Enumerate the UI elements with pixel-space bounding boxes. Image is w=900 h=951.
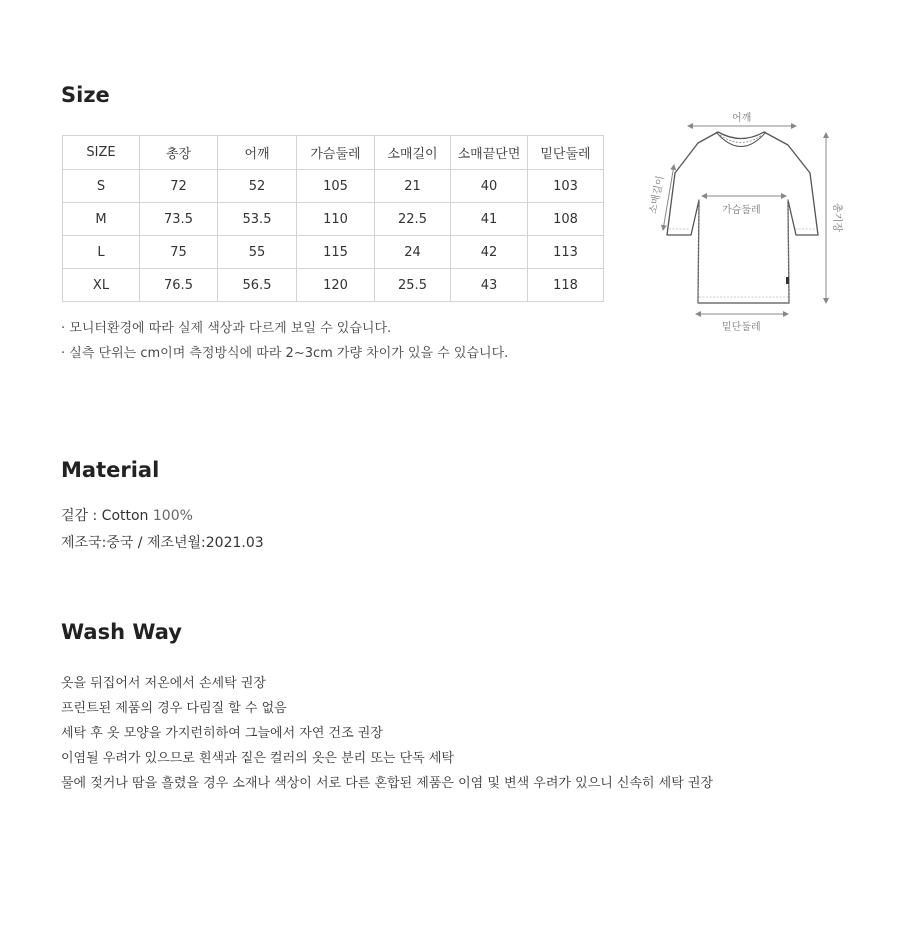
- table-cell: 53.5: [218, 203, 297, 236]
- column-header: 소매끝단면: [451, 136, 528, 170]
- table-cell: 73.5: [140, 203, 218, 236]
- table-row: [63, 236, 604, 269]
- material-info: [61, 505, 264, 559]
- fabric-label: 겉감 :: [61, 508, 98, 524]
- diagram-label-sleeve: 소매길이: [647, 174, 667, 215]
- wash-line: 세탁 후 옷 모양을 가지런히하여 그늘에서 자연 건조 권장: [61, 726, 383, 741]
- table-row: [63, 203, 604, 236]
- note-line: · 실측 단위는 cm이며 측정방식에 따라 2~3cm 가량 차이가 있을 수 있습니다.: [61, 346, 509, 361]
- table-cell: 103: [528, 170, 604, 203]
- tshirt-measurement-diagram: [638, 105, 868, 345]
- table-cell: 52: [218, 170, 297, 203]
- table-cell: 55: [218, 236, 297, 269]
- table-cell: S: [63, 170, 140, 203]
- size-section-title: Size: [61, 83, 110, 107]
- table-cell: XL: [63, 269, 140, 302]
- column-header: 가슴둘레: [297, 136, 375, 170]
- note-line: · 모니터환경에 따라 실제 색상과 다르게 보일 수 있습니다.: [61, 321, 392, 336]
- table-cell: 40: [451, 170, 528, 203]
- table-row: [63, 170, 604, 203]
- table-cell: 43: [451, 269, 528, 302]
- column-header: 총장: [140, 136, 218, 170]
- wash-line: 물에 젖거나 땀을 흘렸을 경우 소재나 색상이 서로 다른 혼합된 제품은 이염 및 변색 우려가 있으니 신속히 세탁 권장: [61, 776, 714, 791]
- table-header-row: [63, 136, 604, 170]
- wash-section-title: Wash Way: [61, 620, 182, 644]
- table-cell: L: [63, 236, 140, 269]
- diagram-label-chest: 가슴둘레: [722, 205, 761, 216]
- table-cell: 75: [140, 236, 218, 269]
- table-cell: 110: [297, 203, 375, 236]
- size-table: [62, 135, 604, 302]
- table-row: [63, 269, 604, 302]
- material-section-title: Material: [61, 458, 160, 482]
- table-cell: 25.5: [375, 269, 451, 302]
- column-header: 어깨: [218, 136, 297, 170]
- table-cell: 108: [528, 203, 604, 236]
- table-cell: 42: [451, 236, 528, 269]
- wash-line: 프린트된 제품의 경우 다림질 할 수 없음: [61, 701, 287, 716]
- column-header: 밑단둘레: [528, 136, 604, 170]
- table-cell: M: [63, 203, 140, 236]
- wash-line: 이염될 우려가 있으므로 흰색과 짙은 컬러의 옷은 분리 또는 단독 세탁: [61, 751, 454, 766]
- size-notes: [61, 318, 508, 368]
- table-cell: 24: [375, 236, 451, 269]
- wash-line: 옷을 뒤집어서 저온에서 손세탁 권장: [61, 676, 266, 691]
- table-cell: 113: [528, 236, 604, 269]
- diagram-label-hem: 밑단둘레: [722, 322, 761, 333]
- fabric-percent: 100%: [152, 508, 193, 524]
- column-header: 소매길이: [375, 136, 451, 170]
- wash-instructions: [61, 673, 713, 798]
- table-cell: 56.5: [218, 269, 297, 302]
- table-cell: 22.5: [375, 203, 451, 236]
- table-cell: 115: [297, 236, 375, 269]
- fabric-line: [61, 505, 264, 532]
- table-cell: 21: [375, 170, 451, 203]
- origin-line: 제조국:중국 / 제조년월:2021.03: [61, 535, 264, 551]
- column-header: SIZE: [63, 136, 140, 170]
- table-cell: 118: [528, 269, 604, 302]
- table-cell: 76.5: [140, 269, 218, 302]
- fabric-value: Cotton: [101, 508, 149, 524]
- table-cell: 72: [140, 170, 218, 203]
- table-cell: 105: [297, 170, 375, 203]
- diagram-label-shoulder: 어깨: [732, 113, 752, 124]
- table-cell: 41: [451, 203, 528, 236]
- table-cell: 120: [297, 269, 375, 302]
- diagram-label-length: 총기장: [830, 203, 842, 232]
